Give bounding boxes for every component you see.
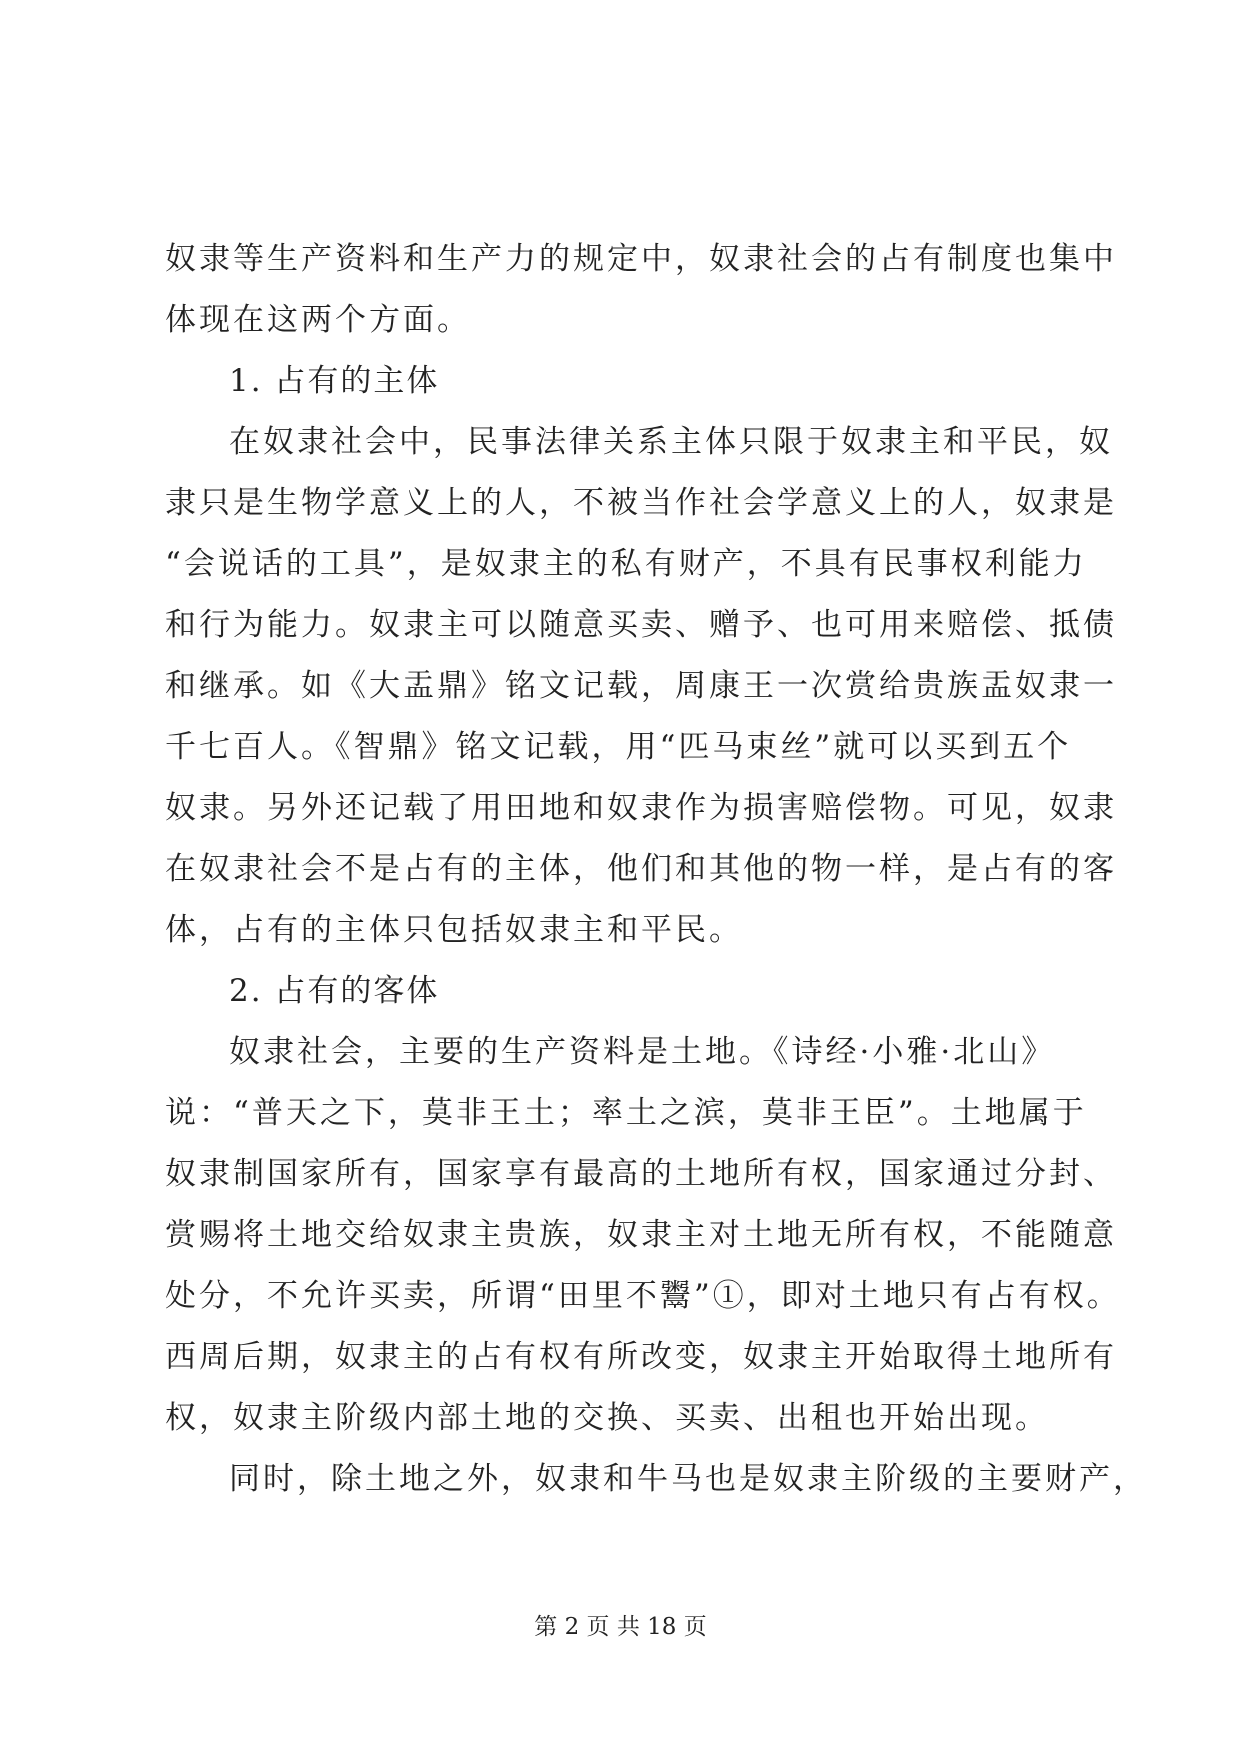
section-heading: 2. 占有的客体 [229, 973, 440, 1009]
text-line: 西周后期，奴隶主的占有权有所改变，奴隶主开始取得土地所有 [165, 1339, 1117, 1375]
text-line: 和行为能力。奴隶主可以随意买卖、赠予、也可用来赔偿、抵债 [165, 607, 1117, 643]
text-line: 奴隶等生产资料和生产力的规定中，奴隶社会的占有制度也集中 [165, 241, 1117, 277]
text-line: 奴隶。另外还记载了用田地和奴隶作为损害赔偿物。可见，奴隶 [165, 790, 1117, 826]
text-line: 赏赐将土地交给奴隶主贵族，奴隶主对土地无所有权，不能随意 [165, 1217, 1117, 1253]
text-line: 和继承。如《大盂鼎》铭文记载，周康王一次赏给贵族盂奴隶一 [165, 668, 1117, 704]
paragraph-first-line: 奴隶社会，主要的生产资料是土地。《诗经·小雅·北山》 [229, 1034, 1056, 1070]
page-footer [0, 1612, 1241, 1642]
text-line: 在奴隶社会不是占有的主体，他们和其他的物一样，是占有的客 [165, 851, 1117, 887]
body-text [165, 229, 1147, 1510]
text-line: 隶只是生物学意义上的人，不被当作社会学意义上的人，奴隶是 [165, 485, 1117, 521]
paragraph-first-line: 在奴隶社会中，民事法律关系主体只限于奴隶主和平民，奴 [229, 424, 1113, 460]
text-line: 千七百人。《智鼎》铭文记载，用“匹马束丝”就可以买到五个 [165, 729, 1072, 765]
page-number-label: 第 2 页 共 18 页 [534, 1614, 707, 1640]
text-line: “会说话的工具”，是奴隶主的私有财产，不具有民事权利能力 [165, 546, 1087, 582]
text-line: 奴隶制国家所有，国家享有最高的土地所有权，国家通过分封、 [165, 1156, 1117, 1192]
section-heading: 1. 占有的主体 [229, 363, 440, 399]
text-line: 说：“普天之下，莫非王土；率土之滨，莫非王臣”。土地属于 [165, 1095, 1087, 1131]
text-line: 体，占有的主体只包括奴隶主和平民。 [165, 912, 743, 948]
text-line: 处分，不允许买卖，所谓“田里不鬻”①，即对土地只有占有权。 [165, 1278, 1121, 1314]
paragraph-first-line: 同时，除土地之外，奴隶和牛马也是奴隶主阶级的主要财产， [229, 1461, 1147, 1497]
text-line: 体现在这两个方面。 [165, 302, 471, 338]
text-line: 权，奴隶主阶级内部土地的交换、买卖、出租也开始出现。 [165, 1400, 1049, 1436]
